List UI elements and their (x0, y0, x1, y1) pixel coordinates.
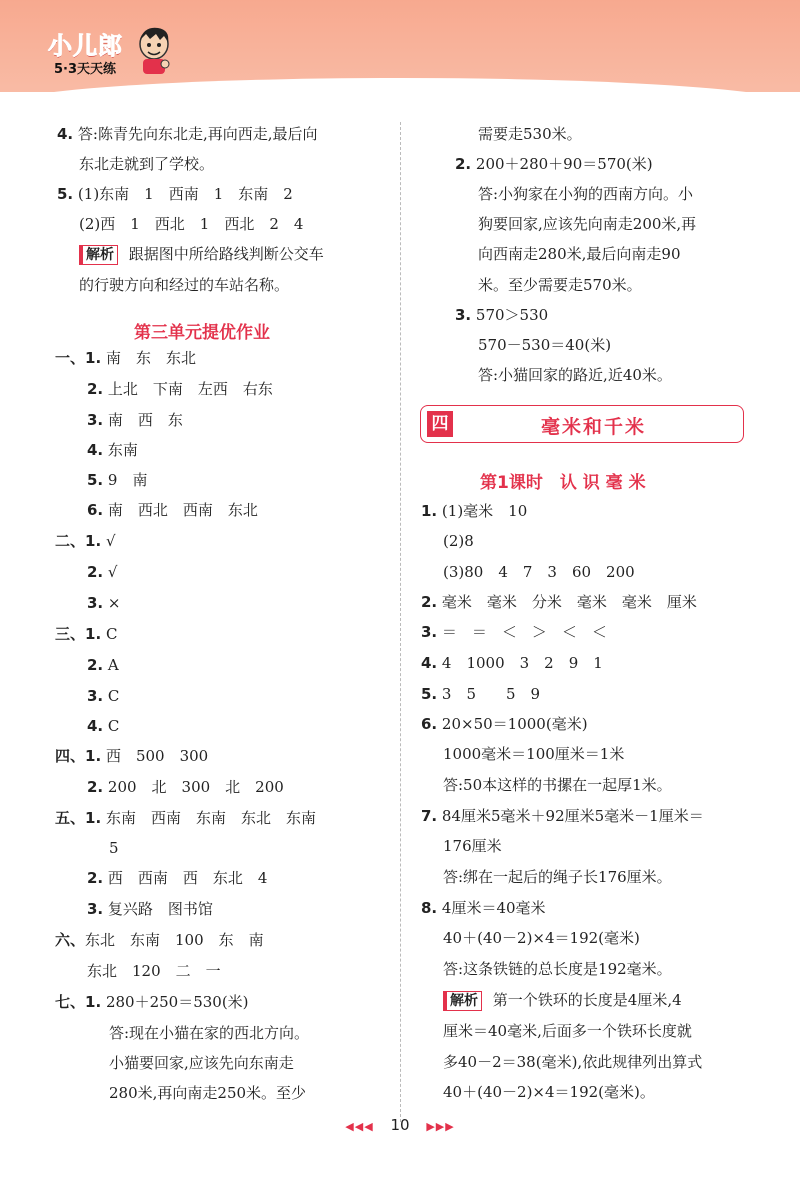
part-4-item-2: 2. 200 北 300 北 200 (87, 778, 284, 796)
lesson-answer-6-line2: 1000毫米＝100厘米＝1米 (443, 745, 625, 763)
brand-subtitle: 5·3天天练 (54, 62, 117, 77)
header-wave (0, 78, 800, 106)
part-6: 六、东北 东南 100 东 南 (55, 931, 264, 949)
lesson-answer-3: 3. ＝ ＝ ＜ ＞ ＜ ＜ (421, 623, 607, 641)
part-7-answer-line3: 280米,再向南走250米。至少 (109, 1084, 307, 1102)
lesson-answer-6-line3: 答:50本这样的书摞在一起厚1米。 (443, 776, 672, 794)
answer-5-line2: (2)西 1 西北 1 西北 2 4 (79, 215, 304, 233)
lesson-answer-7-line3: 答:绑在一起后的绳子长176厘米。 (443, 868, 672, 886)
lesson-answer-2: 2. 毫米 毫米 分米 毫米 毫米 厘米 (421, 593, 697, 611)
part-1-item-2: 2. 上北 下南 左西 右东 (87, 380, 273, 398)
lesson-answer-1: 1. (1)毫米 10 (421, 502, 528, 520)
analysis-8-line2: 厘米＝40毫米,后面多一个铁环长度就 (443, 1022, 692, 1040)
page-number: 10 (390, 1116, 410, 1134)
part-3-item-2: 2. A (87, 656, 119, 674)
answer-4-line2: 东北走就到了学校。 (79, 155, 215, 173)
lesson-answer-1-line3: (3)80 4 7 3 60 200 (443, 563, 635, 581)
lesson-answer-7: 7. 84厘米5毫米＋92厘米5毫米－1厘米＝ (421, 807, 704, 825)
answer-2-line3: 狗要回家,应该先向南走200米,再 (478, 215, 697, 233)
answer-2-line5: 米。至少需要走570米。 (478, 276, 642, 294)
analysis-5: 解析 跟据图中所给路线判断公交车 (79, 244, 324, 265)
part-7-answer-line2: 小猫要回家,应该先向东南走 (109, 1054, 294, 1072)
answer-4: 4. 答:陈青先向东北走,再向西走,最后向 (57, 125, 318, 143)
part-1-item-1: 一、1. 南 东 东北 (55, 349, 196, 367)
lesson-answer-6: 6. 20×50＝1000(毫米) (421, 715, 588, 733)
part-1-item-3: 3. 南 西 东 (87, 411, 183, 429)
section-title: 第三单元提优作业 (134, 323, 270, 343)
answer-2: 2. 200＋280＋90＝570(米) (455, 155, 653, 173)
analysis-5-line2: 的行驶方向和经过的车站名称。 (79, 276, 290, 294)
lesson-answer-8-line2: 40＋(40－2)×4＝192(毫米) (443, 929, 640, 947)
page-footer (0, 1116, 800, 1134)
part-3-item-4: 4. C (87, 717, 120, 735)
lesson-title: 第1课时 认 识 毫 米 (480, 473, 646, 493)
lesson-answer-8: 8. 4厘米＝40毫米 (421, 899, 546, 917)
lesson-answer-1-line2: (2)8 (443, 532, 474, 550)
answer-3: 3. 570＞530 (455, 306, 549, 324)
lesson-answer-7-line2: 176厘米 (443, 837, 502, 855)
part-5-item-3: 3. 复兴路 图书馆 (87, 900, 213, 918)
unit-header (420, 405, 744, 443)
part-6-line2: 东北 120 二 一 (87, 962, 221, 980)
answer-5: 5. (1)东南 1 西南 1 东南 2 (57, 185, 293, 203)
part-5-item-1-line2: 5 (109, 839, 119, 857)
answer-2-line4: 向西南走280米,最后向南走90 (478, 245, 681, 263)
lesson-answer-5: 5. 3 5 5 9 (421, 685, 541, 703)
part-4-item-1: 四、1. 西 500 300 (55, 747, 209, 765)
column-divider (400, 122, 401, 1122)
unit-badge: 四 (427, 411, 453, 437)
part-5-item-1: 五、1. 东南 西南 东南 东北 东南 (55, 809, 316, 827)
part-2-item-1: 二、1. √ (55, 532, 116, 550)
brand-logo: 小儿郎 (48, 32, 123, 60)
part-3-item-3: 3. C (87, 687, 120, 705)
lesson-answer-8-line3: 答:这条铁链的总长度是192毫米。 (443, 960, 672, 978)
analysis-8-line4: 40＋(40－2)×4＝192(毫米)。 (443, 1083, 655, 1101)
answer-cont: 需要走530米。 (478, 125, 582, 143)
part-1-item-5: 5. 9 南 (87, 471, 148, 489)
unit-title: 毫米和千米 (541, 416, 647, 438)
lesson-answer-4: 4. 4 1000 3 2 9 1 (421, 654, 603, 672)
mascot-boy-icon (134, 24, 174, 76)
part-7-answer-line1: 答:现在小猫在家的西北方向。 (109, 1024, 310, 1042)
part-2-item-3: 3. × (87, 594, 121, 612)
part-1-item-6: 6. 南 西北 西南 东北 (87, 501, 258, 519)
page-header (0, 0, 800, 92)
part-1-item-4: 4. 东南 (87, 441, 138, 459)
answer-3-line2: 570－530＝40(米) (478, 336, 612, 354)
part-2-item-2: 2. √ (87, 563, 118, 581)
prev-arrows-icon: ◀◀◀ (345, 1120, 374, 1133)
analysis-8-line3: 多40－2＝38(毫米),依此规律列出算式 (443, 1053, 703, 1071)
next-arrows-icon: ▶▶▶ (426, 1120, 455, 1133)
analysis-tag: 解析 (79, 245, 118, 265)
analysis-tag: 解析 (443, 991, 482, 1011)
analysis-8: 解析 第一个铁环的长度是4厘米,4 (443, 990, 682, 1011)
part-7-item-1: 七、1. 280＋250＝530(米) (55, 993, 249, 1011)
part-5-item-2: 2. 西 西南 西 东北 4 (87, 869, 268, 887)
part-3-item-1: 三、1. C (55, 625, 118, 643)
answer-2-line2: 答:小狗家在小狗的西南方向。小 (478, 185, 694, 203)
answer-3-line3: 答:小猫回家的路近,近40米。 (478, 366, 672, 384)
